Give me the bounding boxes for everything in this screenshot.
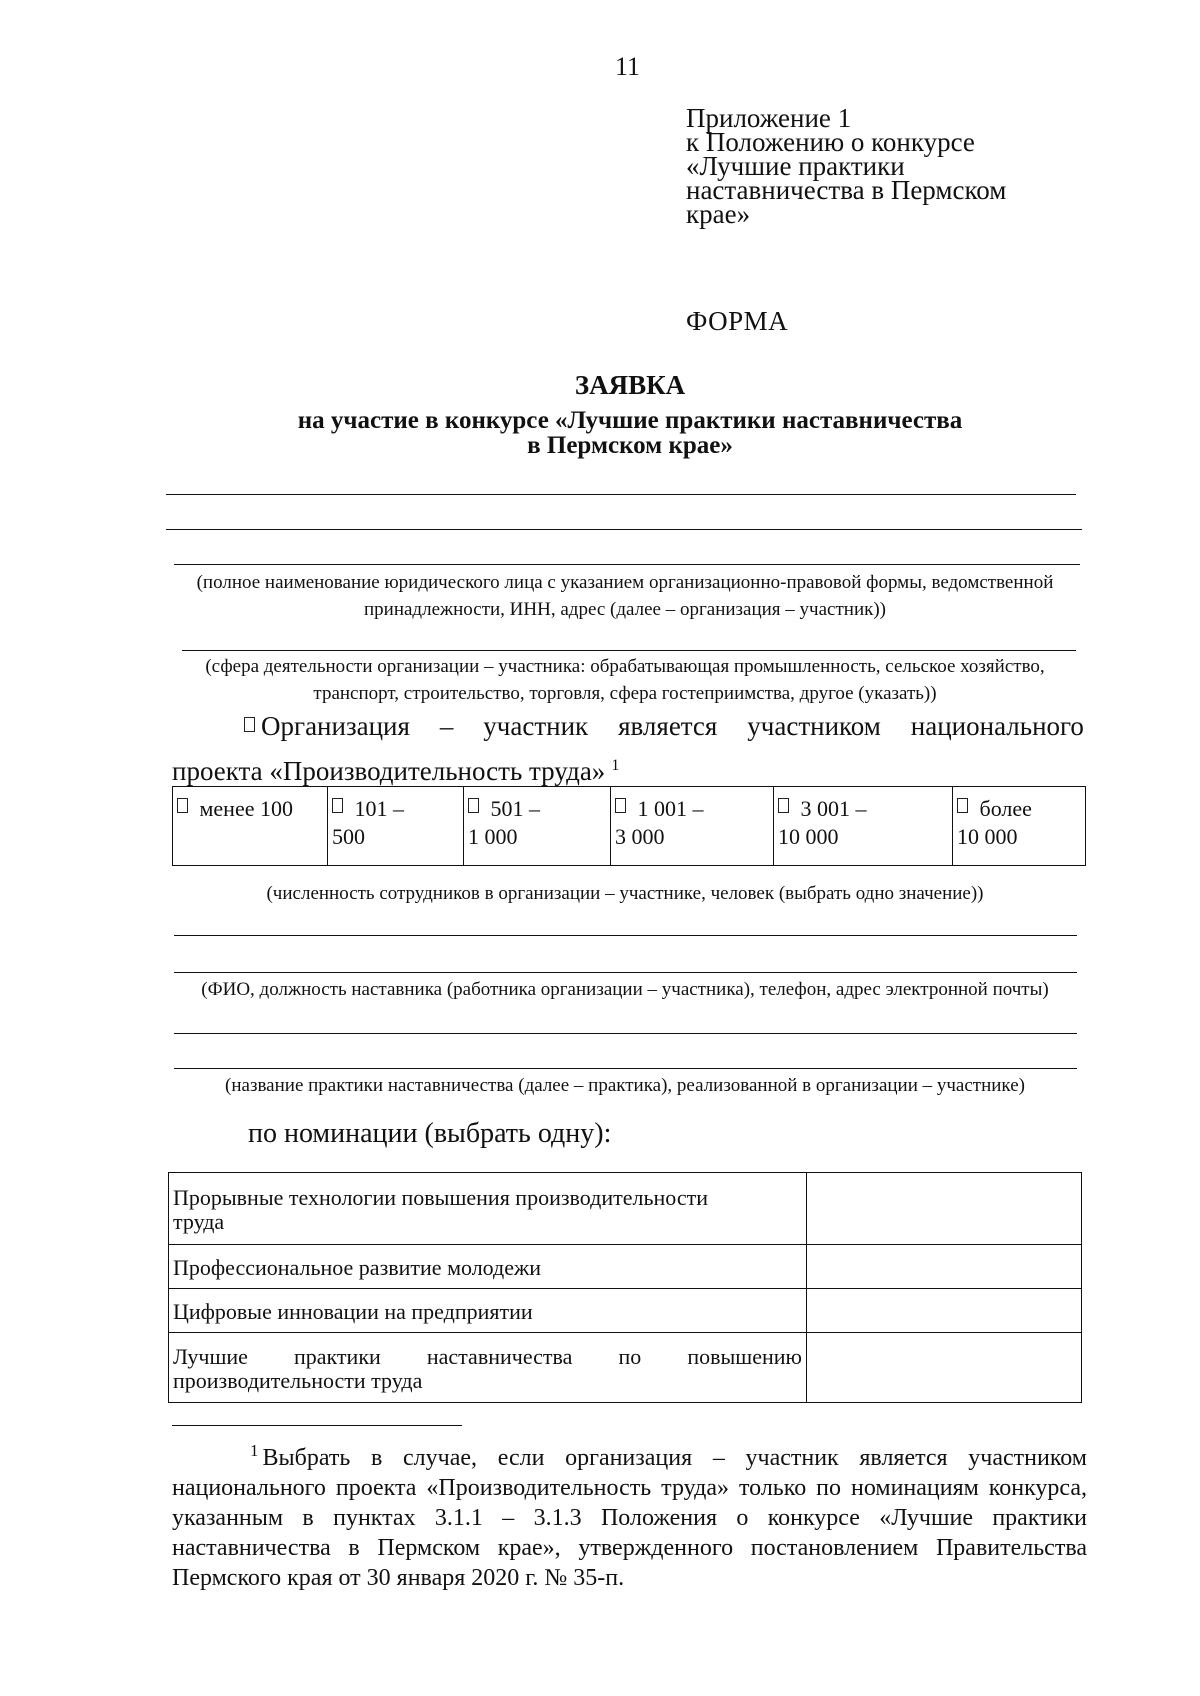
employee-option[interactable]: более 10 000 [953, 787, 1086, 866]
national-project-word: является [618, 711, 718, 741]
employee-count-table [172, 786, 1086, 866]
national-project-word: участником [747, 711, 881, 741]
nomination-table [168, 1172, 1082, 1403]
org-name-line-1[interactable] [166, 494, 1076, 495]
national-project-word: национального [910, 711, 1084, 741]
document-title: ЗАЯВКА [574, 370, 686, 400]
footnote-reference: 1 [611, 757, 620, 774]
org-name-line-3[interactable] [174, 564, 1080, 565]
nomination-choice-cell[interactable] [807, 1333, 1082, 1403]
mentor-line-2[interactable] [174, 972, 1077, 973]
checkbox-icon[interactable] [957, 798, 968, 813]
employee-option[interactable]: 3 001 – 10 000 [774, 787, 953, 866]
appendix-line: наставничества в Пермском [686, 175, 1007, 205]
national-project-word: – [439, 711, 454, 741]
footnote-separator [172, 1425, 462, 1426]
appendix-line: крае» [686, 199, 751, 229]
nomination-name: Профессиональное развитие молодежи [169, 1245, 807, 1289]
footnote-mark: 1 [250, 1441, 259, 1460]
national-project-paragraph [172, 706, 1084, 791]
appendix-line: к Положению о конкурсе [686, 127, 975, 157]
practice-line-1[interactable] [174, 1033, 1077, 1034]
document-subtitle [0, 408, 1200, 458]
nomination-label: по номинации (выбрать одну): [248, 1118, 612, 1149]
mentor-caption: (ФИО, должность наставника (работника организации – участника), телефон, адрес электронной почты) [201, 979, 1049, 1000]
national-project-line-1 [172, 706, 1084, 746]
checkbox-icon[interactable] [778, 798, 789, 813]
checkbox-icon[interactable] [177, 798, 188, 813]
page-number: 11 [614, 52, 641, 81]
nomination-choice-cell[interactable] [807, 1173, 1082, 1245]
checkbox-icon[interactable] [332, 798, 343, 813]
national-project-line-2: проекта «Производительность труда» $^1$ [172, 756, 620, 786]
org-name-line-2[interactable] [166, 529, 1082, 530]
subtitle-line: на участие в конкурсе «Лучшие практики наставничества [297, 407, 963, 434]
employees-caption: (численность сотрудников в организации – участнике, человек (выбрать одно значение)) [266, 883, 984, 904]
practice-line-2[interactable] [174, 1068, 1077, 1069]
form-label: ФОРМА [686, 306, 789, 336]
nomination-name: Цифровые инновации на предприятии [169, 1289, 807, 1333]
caption-line: (сфера деятельности организации – участника: обрабатывающая промышленность, сельское хозяйство, [205, 656, 1045, 677]
nomination-choice-cell[interactable] [807, 1289, 1082, 1333]
national-project-word: участник [483, 711, 589, 741]
employee-option[interactable]: менее 100 [173, 787, 328, 866]
caption-line: (полное наименование юридического лица с указанием организационно-правовой формы, ведомственной [196, 572, 1054, 593]
org-name-caption [160, 569, 1090, 623]
footnote-text: Выбрать в случае, если организация – участник является участником национального проекта «Производительность труда» только по номинациям конкурса, указанным в пунктах 3.1.1 – 3.1.3 Положения о конкурсе «Лучшие практики наставничества в Пермском крае», утвержденного постановлением Правительства Пермского края от 30 января 2020 г. № 35-п. [172, 1445, 1087, 1591]
caption-line: принадлежности, ИНН, адрес (далее – организация – участник)) [363, 599, 886, 620]
appendix-header [686, 103, 1106, 229]
subtitle-line: в Пермском крае» [527, 432, 733, 459]
nomination-choice-cell[interactable] [807, 1245, 1082, 1289]
appendix-line: «Лучшие практики [686, 151, 905, 181]
national-project-word-1: Организация [244, 706, 410, 746]
employee-option[interactable]: 101 – 500 [328, 787, 464, 866]
nomination-name-line: Лучшие практики наставничества по повышению [173, 1343, 802, 1369]
sphere-line[interactable] [182, 650, 1076, 651]
checkbox-icon[interactable] [615, 798, 626, 813]
national-project-checkbox[interactable] [244, 717, 255, 732]
nomination-name: Прорывные технологии повышения производительности труда [169, 1173, 807, 1245]
employee-option[interactable]: 1 001 – 3 000 [611, 787, 774, 866]
nomination-name: Лучшие практики наставничества по повышению производительности труда [169, 1333, 807, 1403]
footnote [172, 1436, 1087, 1593]
caption-line: транспорт, строительство, торговля, сфера гостеприимства, другое (указать)) [313, 683, 937, 704]
checkbox-icon[interactable] [468, 798, 479, 813]
appendix-line: Приложение 1 [686, 103, 852, 133]
practice-caption: (название практики наставничества (далее – практика), реализованной в организации – участнике) [225, 1075, 1025, 1096]
sphere-caption [160, 653, 1090, 707]
employee-option[interactable]: 501 – 1 000 [464, 787, 611, 866]
mentor-line-1[interactable] [174, 935, 1077, 936]
